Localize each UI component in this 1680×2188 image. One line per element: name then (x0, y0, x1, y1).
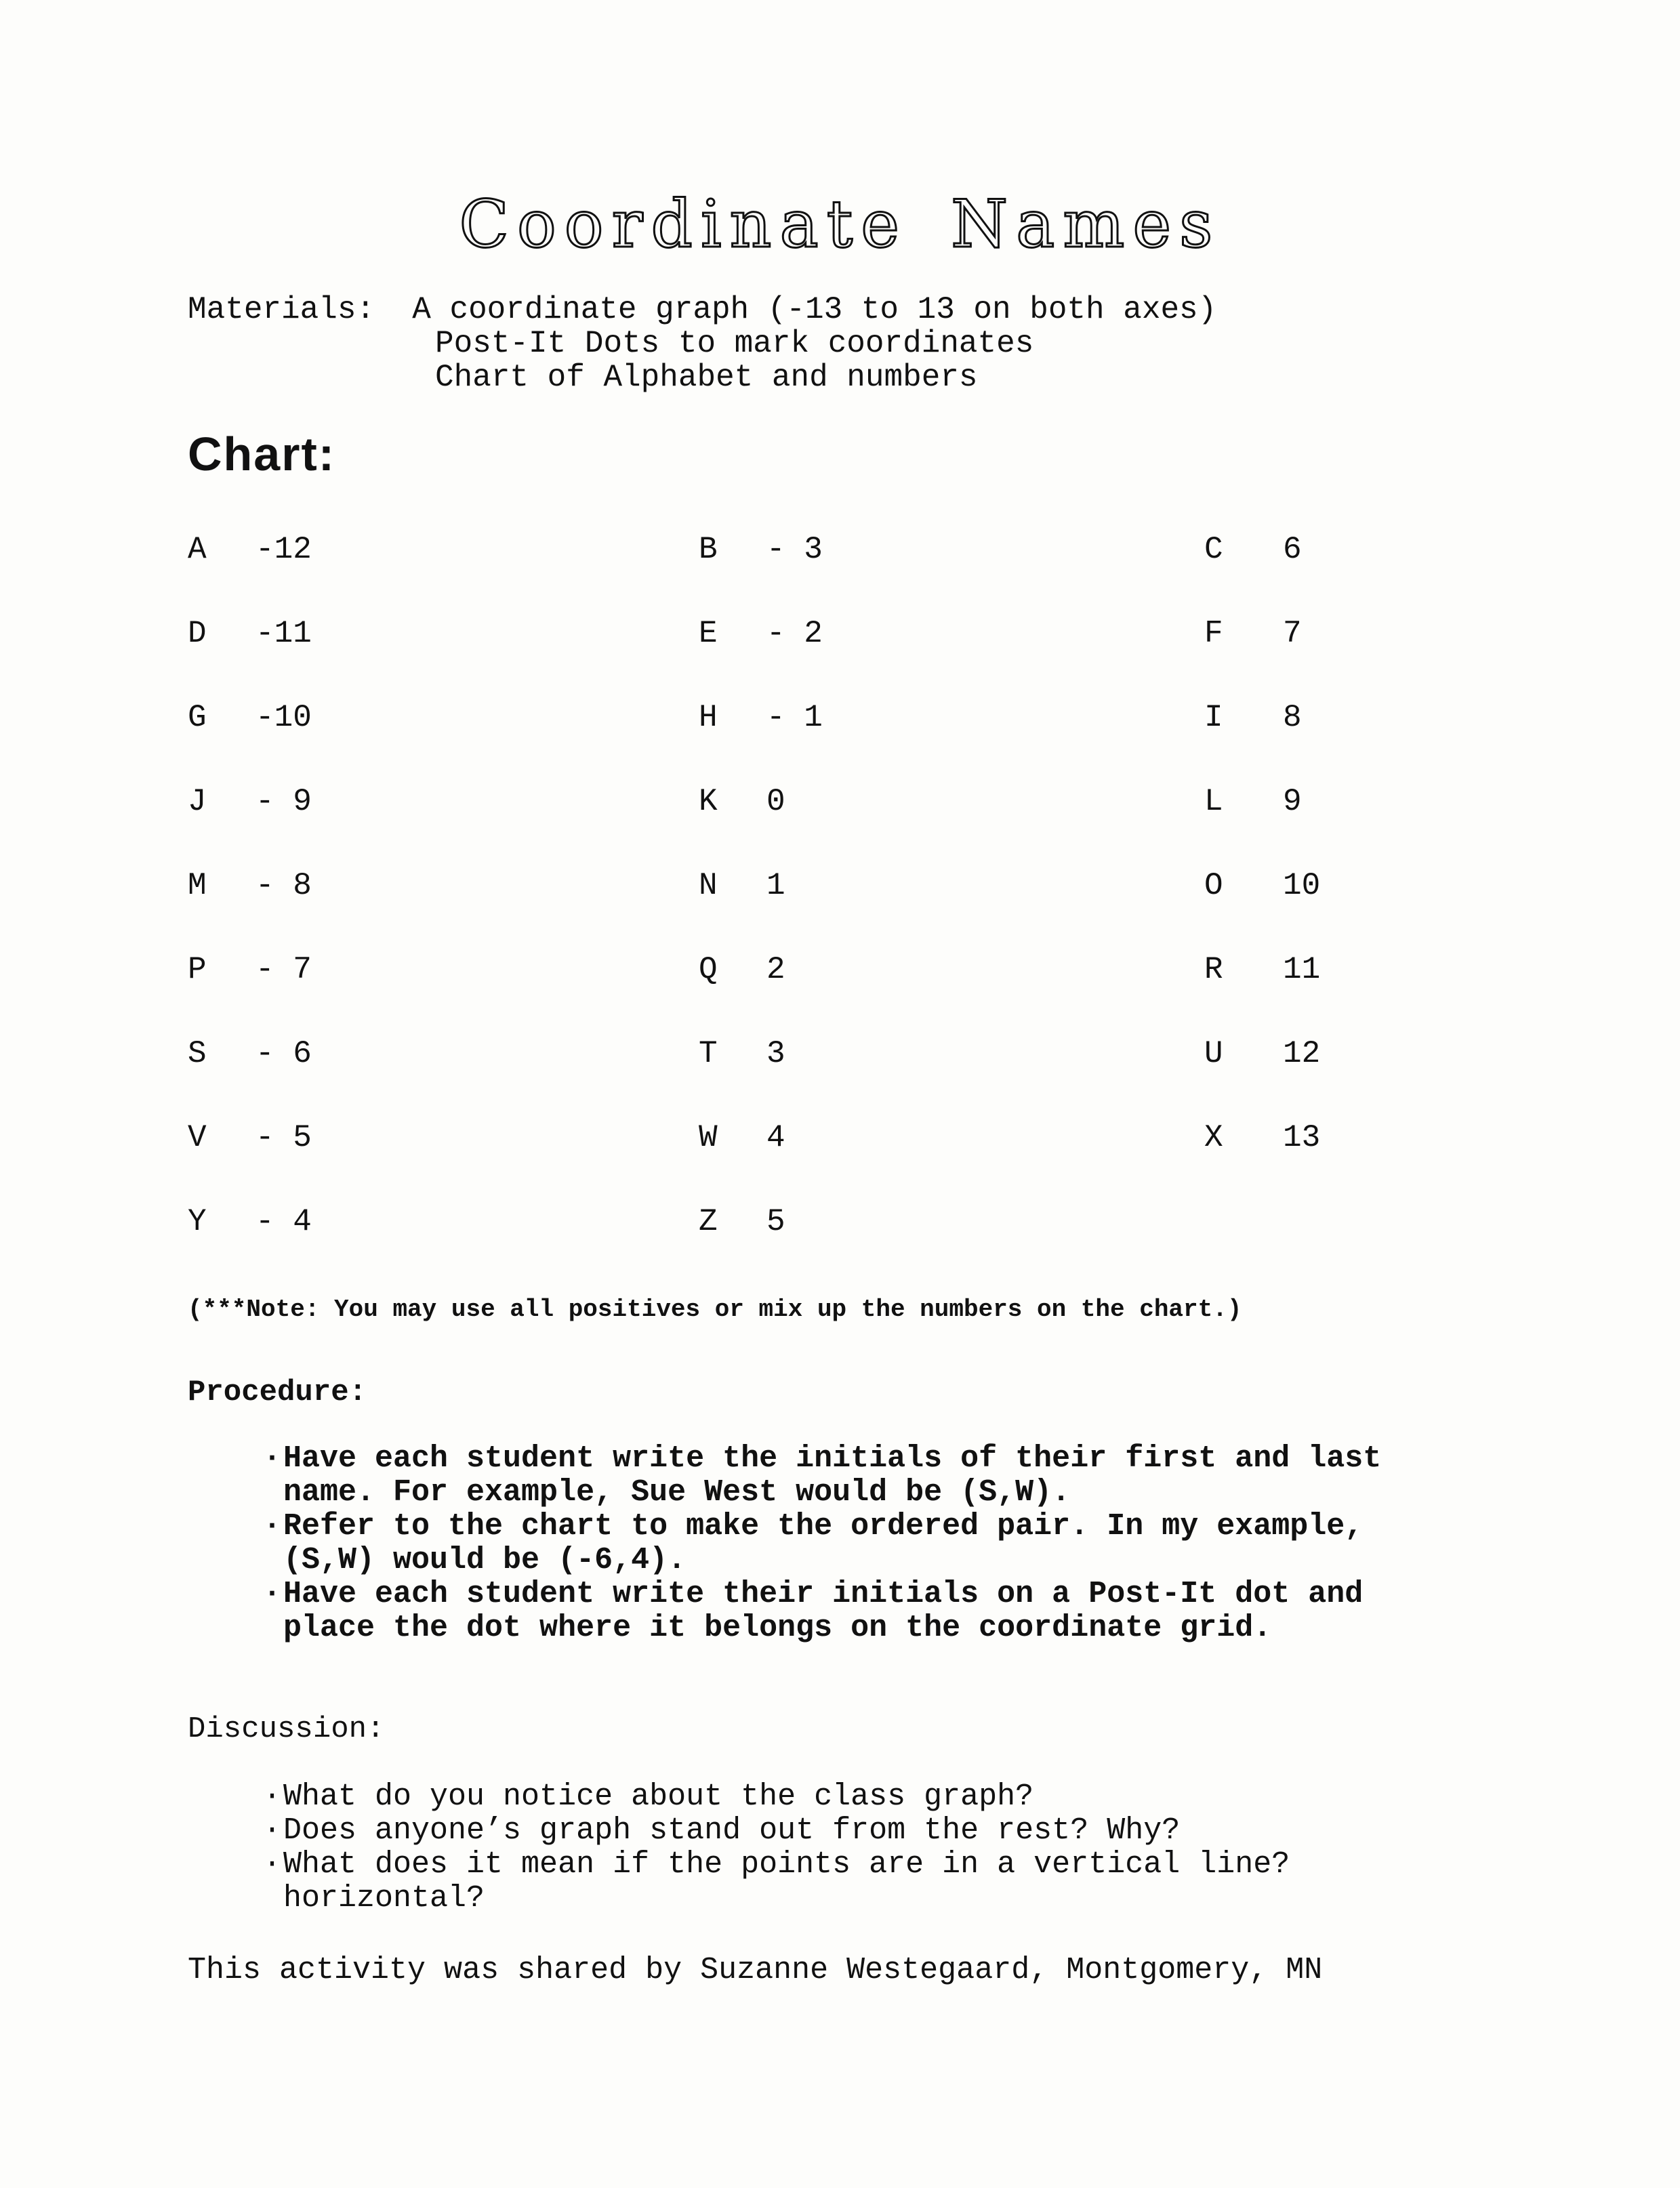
chart-letter: Q (699, 952, 718, 987)
page-title (0, 186, 1680, 262)
procedure-item: · Refer to the chart to make the ordered pair. In my example, (S,W) would be (-6,4). (263, 1510, 1415, 1577)
materials-item: A coordinate graph (-13 to 13 on both axes) (412, 292, 1217, 327)
discussion-item: · What do you notice about the class graph? (263, 1780, 1483, 1814)
chart-cell (1204, 700, 1302, 735)
chart-cell (1204, 784, 1302, 819)
note-text: (***Note: You may use all positives or mix up the numbers on the chart.) (188, 1296, 1242, 1323)
chart-letter: J (188, 784, 207, 819)
chart-value: -10 (255, 700, 312, 735)
chart-cell (1204, 952, 1321, 987)
chart-cell (1204, 1120, 1321, 1155)
chart-cell (188, 532, 312, 567)
chart-value: -12 (255, 532, 312, 567)
chart-letter: R (1204, 952, 1223, 987)
materials-label: Materials: (188, 292, 375, 327)
chart-cell (188, 1036, 312, 1071)
chart-value: -11 (255, 616, 312, 651)
chart-value: - 2 (766, 616, 823, 651)
chart-heading: Chart: (188, 428, 336, 480)
chart-cell (699, 784, 785, 819)
chart-row (188, 1204, 1380, 1245)
chart-value: 7 (1283, 616, 1302, 651)
chart-letter: D (188, 616, 207, 651)
chart-row (188, 1120, 1380, 1161)
chart-letter: V (188, 1120, 207, 1155)
chart-letter: H (699, 700, 718, 735)
chart-value: - 6 (255, 1036, 312, 1071)
chart-value: 11 (1283, 952, 1321, 987)
chart-cell (188, 784, 312, 819)
chart-value: - 9 (255, 784, 312, 819)
chart-value: - 8 (255, 868, 312, 903)
chart-letter: N (699, 868, 718, 903)
chart-letter: C (1204, 532, 1223, 567)
chart-cell (188, 868, 312, 903)
chart-cell (1204, 868, 1321, 903)
chart-row (188, 1036, 1380, 1077)
title-word-1: Coordinate (459, 186, 908, 262)
chart-row (188, 700, 1380, 741)
chart-letter: E (699, 616, 718, 651)
chart-value: 0 (766, 784, 785, 819)
chart-cell (699, 868, 785, 903)
chart-cell (699, 532, 823, 567)
chart-cell (1204, 1036, 1321, 1071)
chart-value: - 5 (255, 1120, 312, 1155)
chart-value: - 4 (255, 1204, 312, 1239)
discussion-item: · Does anyone’s graph stand out from the rest? Why? (263, 1814, 1483, 1848)
chart-letter: F (1204, 616, 1223, 651)
chart-value: 4 (766, 1120, 785, 1155)
discussion-item: · What does it mean if the points are in a vertical line? horizontal? (263, 1848, 1483, 1916)
chart-letter: M (188, 868, 207, 903)
discussion-heading: Discussion: (188, 1712, 385, 1746)
chart-letter: I (1204, 700, 1223, 735)
chart-letter: G (188, 700, 207, 735)
chart-cell (188, 616, 312, 651)
chart-row (188, 868, 1380, 909)
chart-letter: Z (699, 1204, 718, 1239)
chart-value: - 7 (255, 952, 312, 987)
chart-cell (699, 616, 823, 651)
materials-section (188, 293, 1216, 394)
chart-cell (188, 952, 312, 987)
chart-row (188, 532, 1380, 573)
chart-cell (188, 700, 312, 735)
chart-value: 6 (1283, 532, 1302, 567)
chart-row (188, 784, 1380, 825)
chart-value: 3 (766, 1036, 785, 1071)
chart-row (188, 616, 1380, 657)
materials-item: Chart of Alphabet and numbers (435, 360, 978, 395)
chart-cell (699, 1120, 785, 1155)
chart-letter: Y (188, 1204, 207, 1239)
chart-cell (1204, 532, 1302, 567)
chart-letter: A (188, 532, 207, 567)
chart-value: 10 (1283, 868, 1321, 903)
chart-cell (699, 952, 785, 987)
credit-line: This activity was shared by Suzanne Westegaard, Montgomery, MN (188, 1953, 1323, 1987)
chart-cell (699, 700, 823, 735)
chart-value: 8 (1283, 700, 1302, 735)
title-word-2: Names (951, 186, 1221, 262)
chart-cell (699, 1036, 785, 1071)
chart-cell (188, 1204, 312, 1239)
chart-letter: T (699, 1036, 718, 1071)
chart-letter: S (188, 1036, 207, 1071)
chart-letter: P (188, 952, 207, 987)
chart-letter: O (1204, 868, 1223, 903)
procedure-item: · Have each student write their initials on a Post-It dot and place the dot where it belongs on the coordinate grid. (263, 1577, 1415, 1645)
chart-value: - 1 (766, 700, 823, 735)
chart-letter: X (1204, 1120, 1223, 1155)
procedure-list (263, 1442, 1415, 1645)
chart-value: 12 (1283, 1036, 1321, 1071)
chart-value: 1 (766, 868, 785, 903)
materials-item: Post-It Dots to mark coordinates (435, 326, 1034, 361)
procedure-item: · Have each student write the initials of their first and last name. For example, Sue West would be (S,W). (263, 1442, 1415, 1510)
chart-value: 13 (1283, 1120, 1321, 1155)
chart-cell (188, 1120, 312, 1155)
procedure-heading: Procedure: (188, 1376, 367, 1409)
chart-row (188, 952, 1380, 993)
chart-value: - 3 (766, 532, 823, 567)
chart-value: 5 (766, 1204, 785, 1239)
chart-cell (699, 1204, 785, 1239)
chart-letter: W (699, 1120, 718, 1155)
chart-letter: K (699, 784, 718, 819)
chart-cell (1204, 616, 1302, 651)
chart-value: 9 (1283, 784, 1302, 819)
materials-row-1 (188, 293, 1216, 327)
chart-letter: U (1204, 1036, 1223, 1071)
chart-letter: L (1204, 784, 1223, 819)
chart-value: 2 (766, 952, 785, 987)
discussion-list (263, 1780, 1483, 1916)
chart-letter: B (699, 532, 718, 567)
